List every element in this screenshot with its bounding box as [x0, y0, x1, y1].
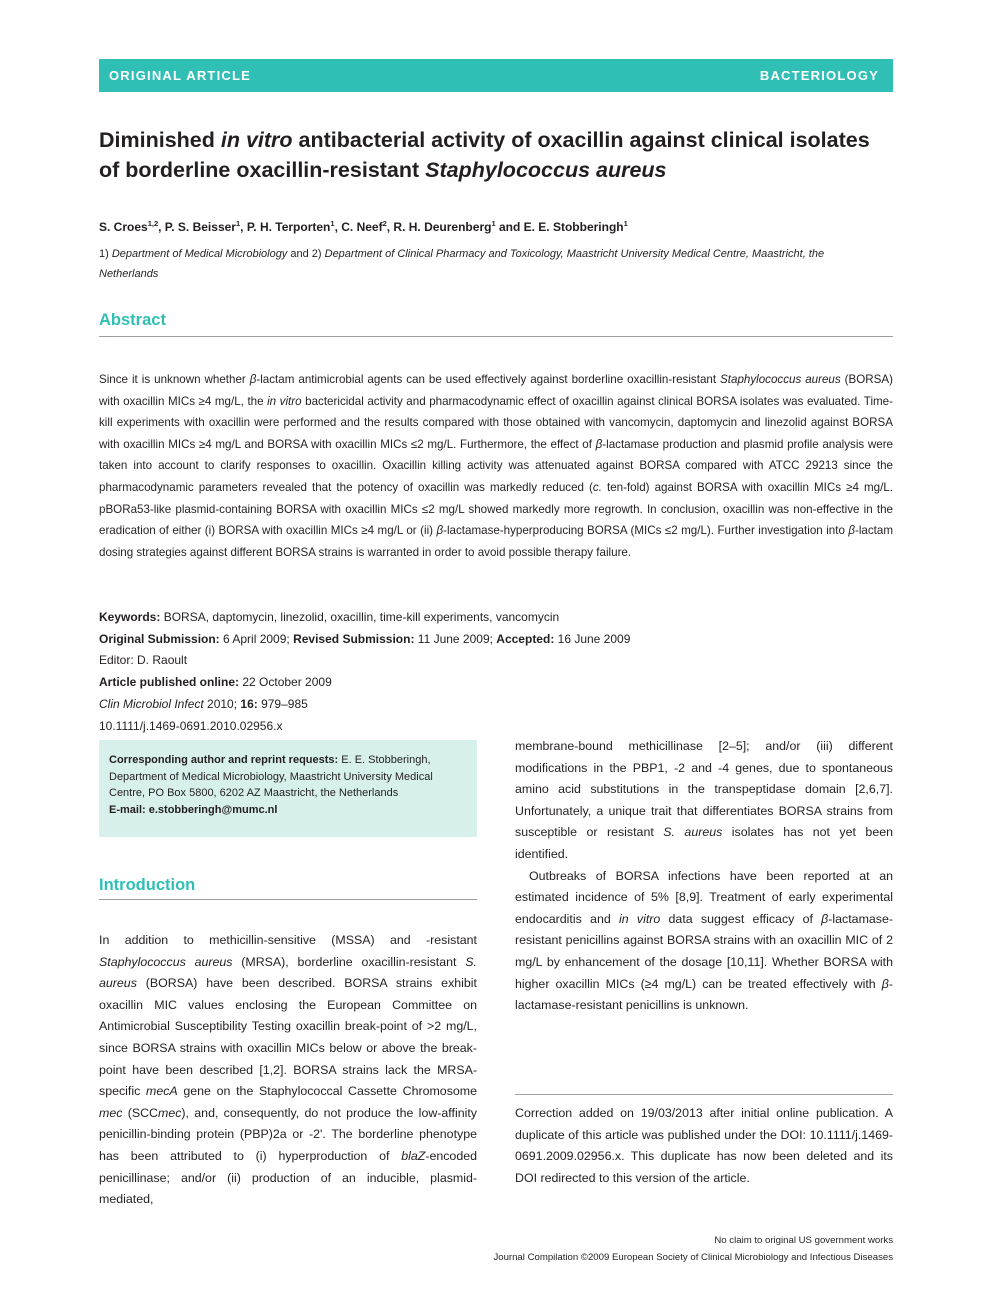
- submission-dates: Original Submission: 6 April 2009; Revised Submission: 11 June 2009; Accepted: 16 June 2009: [99, 631, 631, 646]
- footnote-divider: [515, 1094, 893, 1095]
- keywords: Keywords: BORSA, daptomycin, linezolid, oxacillin, time-kill experiments, vancomycin: [99, 610, 560, 624]
- title-text: Diminished: [99, 128, 221, 152]
- title-text: antibacterial activity of oxacillin against clinical isolates of borderline oxacillin-resistant: [99, 128, 870, 182]
- publication-date: Article published online: 22 October 2009: [99, 675, 332, 690]
- copyright-line-1: No claim to original US government works: [714, 1235, 893, 1246]
- editor: Editor: D. Raoult: [99, 653, 188, 668]
- correction-note: Correction added on 19/03/2013 after initial online publication. A duplicate of this article was published under the DOI: 10.1111/j.1469-0691.2009.02956.x. This duplicate has now been deleted and its DOI redirected to this version of the article.: [515, 1106, 893, 1186]
- author: R. H. Deurenberg$^1$: [393, 219, 496, 234]
- title-italic-term: in vitro: [220, 128, 293, 152]
- author-list: S. Croes$^{1,2}$, P. S. Beisser$^1$, P. H. Terporten$^1$, C. Neef$^2$, R. H. Deurenberg$^1$ and E. E. Stobberingh$^1$: [99, 219, 628, 234]
- introduction-divider: [99, 899, 477, 900]
- author: E. E. Stobberingh$^1$: [523, 219, 628, 234]
- article-type-label: ORIGINAL ARTICLE: [109, 68, 251, 83]
- article-type-banner: [99, 59, 893, 92]
- affiliations: 1) Department of Medical Microbiology and 2) Department of Clinical Pharmacy and Toxicology, Maastricht University Medical Centre, Maastricht, the Netherlands: [99, 248, 825, 280]
- introduction-heading: Introduction: [99, 876, 196, 894]
- subject-category-label: BACTERIOLOGY: [759, 68, 879, 83]
- doi: 10.1111/j.1469-0691.2010.02956.x: [99, 718, 283, 733]
- author: C. Neef$^2$: [341, 219, 387, 234]
- intro-paragraph-1-continued: membrane-bound methicillinase [2–5]; and/or (iii) different modifications in the PBP1, -2 and -4 genes, due to spontaneous amino acid substitutions in the transpeptidase domain [2,6,7]. Unfortunately, a unique trait that differentiates BORSA strains from susceptible or resistant S. aureus isolates has not yet been identified.: [515, 739, 893, 861]
- abstract-divider: [99, 336, 893, 337]
- email-address: e.stobberingh@mumc.nl: [145, 803, 278, 816]
- corresponding-author-box: Corresponding author and reprint requests: E. E. Stobberingh, Department of Medical Microbiology, Maastricht University Medical Centre, PO Box 5800, 6202 AZ Maastricht, the Netherlands E-mail: e.stobberingh@mumc.nl: [99, 740, 477, 837]
- page-footer: [493, 1232, 893, 1266]
- author: S. Croes$^{1,2}$: [99, 219, 159, 234]
- left-column-body: [99, 930, 477, 1211]
- article-metadata: [99, 607, 893, 737]
- author: P. S. Beisser$^1$: [164, 219, 241, 234]
- article-title: [99, 125, 893, 185]
- copyright-line-2: Journal Compilation ©2009 European Society of Clinical Microbiology and Infectious Diseases: [493, 1252, 893, 1263]
- title-species-name: Staphylococcus aureus: [425, 158, 667, 182]
- intro-paragraph-1: In addition to methicillin-sensitive (MSSA) and -resistant Staphylococcus aureus (MRSA), borderline oxacillin-resistant S. aureus (BORSA) have been described. BORSA strains exhibit oxacillin MIC values enclosing the European Committee on Antimicrobial Susceptibility Testing oxacillin break-point of >2 mg/L, since BORSA strains with oxacillin MICs below or above the break-point have been described [1,2]. BORSA strains lack the MRSA-specific mecA gene on the Staphylococcal Cassette Chromosome mec (SCCmec), and, consequently, do not produce the low-affinity penicillin-binding protein (PBP)2a or -2'. The borderline phenotype has been attributed to (i) hyperproduction of blaZ-encoded penicillinase; and/or (ii) production of an inducible, plasmid-mediated,: [99, 933, 477, 1207]
- intro-paragraph-2: Outbreaks of BORSA infections have been reported at an estimated incidence of 5% [8,9]. Treatment of early experimental endocarditis and in vitro data suggest efficacy of β-lactamase-resistant penicillins against BORSA strains with an oxacillin MIC of 2 mg/L by enhancement of the dosage [10,11]. Whether BORSA with higher oxacillin MICs (≥4 mg/L) can be treated effectively with β-lactamase-resistant penicillins is unknown.: [515, 868, 893, 1013]
- right-column-body: [515, 736, 893, 1017]
- abstract-text: Since it is unknown whether β-lactam antimicrobial agents can be used effectively against borderline oxacillin-resistant Staphylococcus aureus (BORSA) with oxacillin MICs ≥4 mg/L, the in vitro bactericidal activity and pharmacodynamic effect of oxacillin against clinical BORSA isolates was evaluated. Time-kill experiments with oxacillin were performed and the results compared with those obtained with vancomycin, daptomycin and linezolid against BORSA with oxacillin MICs ≥4 mg/L and BORSA with oxacillin MICs ≤2 mg/L. Furthermore, the effect of β-lactamase production and plasmid profile analysis were taken into account to clarify responses to oxacillin. Oxacillin killing activity was attenuated against BORSA compared with ATCC 29213 since the pharmacodynamic parameters revealed that the potency of oxacillin was markedly reduced (c. ten-fold) against BORSA with oxacillin MICs ≥4 mg/L. pBORa53-like plasmid-containing BORSA with oxacillin MICs ≤2 mg/L showed markedly more regrowth. In conclusion, oxacillin was non-effective in the eradication of either (i) BORSA with oxacillin MICs ≥4 mg/L or (ii) β-lactamase-hyperproducing BORSA (MICs ≤2 mg/L). Further investigation into β-lactam dosing strategies against different BORSA strains is warranted in order to avoid possible therapy failure.: [99, 373, 894, 559]
- author: P. H. Terporten$^1$: [246, 219, 335, 234]
- citation: Clin Microbiol Infect 2010; 16: 979–985: [99, 696, 308, 711]
- abstract-heading: Abstract: [99, 311, 166, 329]
